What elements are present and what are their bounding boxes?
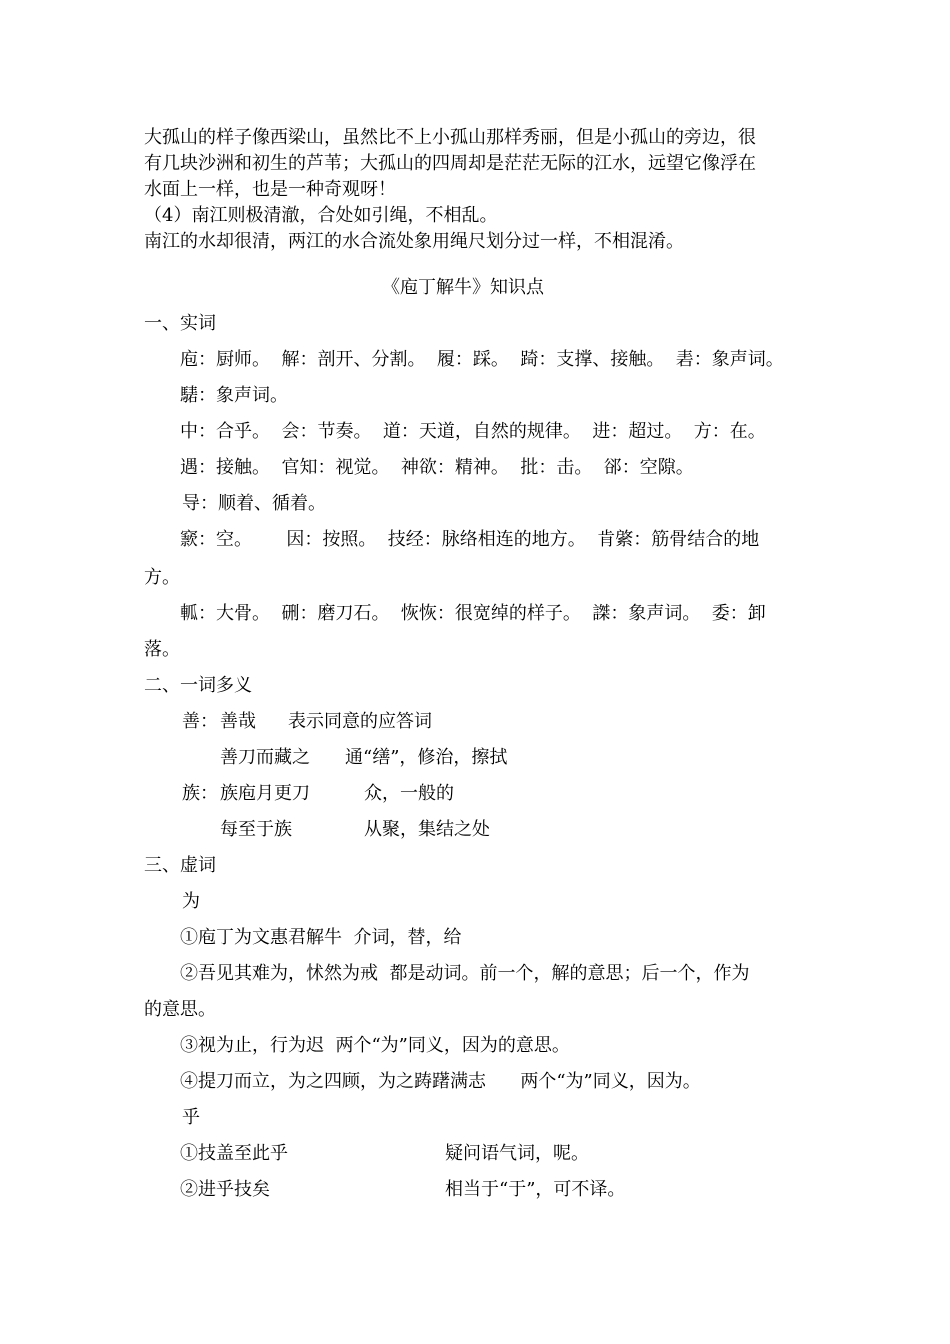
function-word-hu: 乎 bbox=[182, 1107, 200, 1128]
wei-item-1: ①庖丁为文惠君解牛 介词，替，给 bbox=[180, 927, 462, 948]
wei-item-3: ③视为止，行为迟 两个“为”同义，因为的意思。 bbox=[180, 1035, 570, 1056]
polysemy-zu-meaning-2: 从聚，集结之处 bbox=[364, 819, 490, 840]
intro-line-2: 有几块沙洲和初生的芦苇；大孤山的四周却是茫茫无际的江水，远望它像浮在 bbox=[144, 153, 756, 174]
hu-item-1-meaning: 疑问语气词，呢。 bbox=[445, 1143, 589, 1164]
shici-line-6: 窾：空。 因：按照。 技经：脉络相连的地方。 肯綮：筋骨结合的地 bbox=[180, 529, 760, 550]
polysemy-word-zu: 族： bbox=[182, 783, 218, 804]
section-heading-yiciduoyi: 二、一词多义 bbox=[144, 675, 252, 696]
polysemy-shan-meaning-1: 表示同意的应答词 bbox=[288, 711, 432, 732]
section-heading-shici: 一、实词 bbox=[144, 313, 216, 334]
shici-line-1: 庖：厨师。 解：剖开、分割。 履：踩。 踦：支撑、接触。 砉：象声词。 bbox=[180, 349, 784, 370]
intro-line-1: 大孤山的样子像西梁山，虽然比不上小孤山那样秀丽，但是小孤山的旁边，很 bbox=[144, 127, 756, 148]
shici-line-8: 軱：大骨。 硎：磨刀石。 恢恢：很宽绰的样子。 謋：象声词。 委：卸 bbox=[180, 603, 766, 624]
wei-item-2: ②吾见其难为，怵然为戒 都是动词。前一个，解的意思；后一个，作为 bbox=[180, 963, 750, 984]
polysemy-shan-phrase-1: 善哉 bbox=[220, 711, 256, 732]
polysemy-shan-meaning-2: 通“缮”，修治，擦拭 bbox=[345, 747, 508, 768]
polysemy-zu-phrase-1: 族庖月更刀 bbox=[220, 783, 310, 804]
polysemy-zu-phrase-2: 每至于族 bbox=[220, 819, 292, 840]
hu-item-1-phrase: ①技盖至此乎 bbox=[180, 1143, 288, 1164]
shici-line-7: 方。 bbox=[144, 567, 180, 588]
section-heading-xuci: 三、虚词 bbox=[144, 855, 216, 876]
polysemy-zu-meaning-1: 众，一般的 bbox=[364, 783, 454, 804]
shici-line-3: 中：合乎。 会：节奏。 道：天道，自然的规律。 进：超过。 方：在。 bbox=[180, 421, 766, 442]
document-title: 《庖丁解牛》知识点 bbox=[382, 277, 544, 298]
intro-line-3: 水面上一样，也是一种奇观呀！ bbox=[144, 179, 396, 200]
shici-line-4: 遇：接触。 官知：视觉。 神欲：精神。 批：击。 郤：空隙。 bbox=[180, 457, 694, 478]
wei-item-4: ④提刀而立，为之四顾，为之踌躇满志 两个“为”同义，因为。 bbox=[180, 1071, 701, 1092]
shici-line-9: 落。 bbox=[144, 639, 180, 660]
intro-line-5: 南江的水却很清，两江的水合流处象用绳尺划分过一样，不相混淆。 bbox=[144, 231, 684, 252]
function-word-wei: 为 bbox=[182, 891, 200, 912]
intro-line-4: （4）南江则极清澈，合处如引绳，不相乱。 bbox=[144, 205, 498, 226]
polysemy-word-shan: 善： bbox=[182, 711, 218, 732]
shici-line-5: 导：顺着、循着。 bbox=[182, 493, 326, 514]
hu-item-2-meaning: 相当于“于”，可不译。 bbox=[445, 1179, 626, 1200]
shici-line-2: 騞：象声词。 bbox=[180, 385, 288, 406]
wei-item-2-continued: 的意思。 bbox=[144, 999, 216, 1020]
polysemy-shan-phrase-2: 善刀而藏之 bbox=[220, 747, 310, 768]
hu-item-2-phrase: ②进乎技矣 bbox=[180, 1179, 270, 1200]
